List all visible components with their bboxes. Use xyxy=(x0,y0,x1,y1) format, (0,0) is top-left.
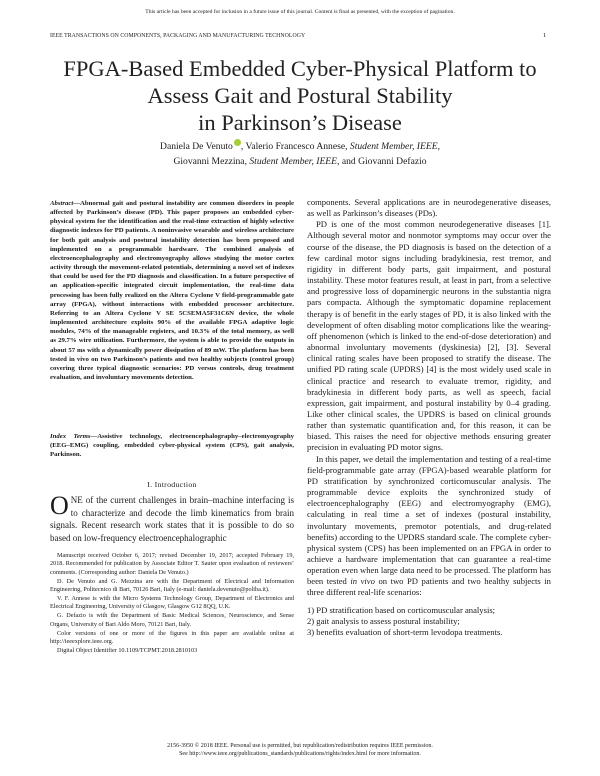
title-line: in Parkinson’s Disease xyxy=(198,110,402,135)
list-item: 3) benefits evaluation of short-term levodopa treatments. xyxy=(307,626,503,637)
body-text: on two PD patients and two healthy subjects in three different real-life scenarios: xyxy=(307,576,551,598)
rights-link[interactable]: See http://www.ieee.org/publications_standards/publications/rights/index.html for more information. xyxy=(179,751,421,757)
section-heading: I. Introduction xyxy=(147,480,197,489)
page-number: 1 xyxy=(543,32,547,39)
author-name: Daniela De Venuto xyxy=(160,141,233,152)
author-role: Student Member, IEEE xyxy=(249,155,338,167)
copyright-footer xyxy=(0,742,600,758)
intro-text: NE of the current challenges in brain–machine interfacing is to characterize and decode the limb kinematics from brain signals. Recent research work states that it is possible to do so based on low-frequency electroencephalographic xyxy=(50,495,294,543)
title-line: FPGA-Based Embedded Cyber-Physical Platform to xyxy=(63,56,537,81)
footnote: G. Defazio is with the Department of Basic Medical Sciences, Neuroscience, and Sense Organs, University of Bari Aldo Moro, 70121 Bari, Italy. xyxy=(50,612,294,628)
orcid-icon[interactable] xyxy=(234,139,241,146)
abstract xyxy=(50,199,294,382)
copyright-line: 2156-3950 © 2018 IEEE. Personal use is permitted, but republication/redistribution requires IEEE permission. xyxy=(167,743,433,749)
paper-title xyxy=(30,55,570,136)
body-paragraph: components. Several applications are in neurodegenerative diseases, as well as Parkinson’s diseases (PDs). xyxy=(307,197,551,219)
drop-cap: O xyxy=(50,491,69,520)
footnotes xyxy=(50,552,294,656)
scenario-list xyxy=(307,605,551,638)
author-name: , and Giovanni Defazio xyxy=(337,155,427,167)
author-name: Giovanni Mezzina, xyxy=(173,155,247,167)
running-head: IEEE TRANSACTIONS ON COMPONENTS, PACKAGING AND MANUFACTURING TECHNOLOGY xyxy=(50,33,306,39)
footnote: D. De Venuto and G. Mezzina are with the Department of Electrical and Information Engineering, Politecnico di Bari, 70126 Bari, Italy (e-mail: daniela.devenuto@poliba.it). xyxy=(50,577,294,594)
footnote: Color versions of one or more of the figures in this paper are available online at http://ieeexplore.ieee.org. xyxy=(50,629,294,646)
body-text: In this paper, we detail the implementation and testing of a real-time field-programmable gate array (FPGA)-based wearable platform for PD stratification by synchronized corticomuscular analysis. The programmable device exploits the synchronized study of electroencephalography (EEG) and electromyography (EMG), calculating in real time a set of indexes (postural instability, involuntary movements, premotor potentials, and drug-related benefits) according to the UPDRS standard scale. The complete cyber-physical system (CPS) has been implemented on an FPGA in order to achieve a hardware implementation that can guarantee a real-time operation even when large data need to be processed. The platform has been tested xyxy=(307,453,551,587)
abstract-text: —Abnormal gait and postural instability are common disorders in people affected by Parkinson’s disease (PD). This paper proposes an embedded cyber-physical system for the identification and the real-time extraction of highly selective diagnostic indexes for PD patients. A noninvasive wearable and wireless architecture for both gait analysis and postural instability detection has been proposed and implemented on a programmable hardware. The combined analysis of electroencephalography and electromyography allows studying the motor cortex activity through the movement-related potentials, determining a novel set of indexes that could be used for the PD diagnosis and classification. In a future perspective of an application-specific integrated circuit implementation, the real-time data processing has been fully realized on the Altera Cyclone V field-programmable gate array (FPGA), without interactions with embedded processor architecture. Referring to an Altera Cyclone V SE 5CSEMA5F31C6N device, the whole implemented architecture exploits 90% of the available FPGA adaptive logic modules, 74% of the manageable registers, and 10.3% of the total memory, as well as 29.7% wire utilization. Furthermore, the system is able to provide the outputs in about 57 ms with a dynamically power dissipation of 89 mW. The platform has been tested in vivo on two Parkinson’s patients and two healthy subjects (control group) covering three typical diagnostic scenarios: PD versus controls, drug treatment evaluation, and involuntary movements detection. xyxy=(50,200,294,381)
author-list: Daniela De Venuto , Valerio Francesco Annese, Student Member, IEEE, Giovanni Mezzina, Student Member, IEEE, and Giovanni Defazio xyxy=(160,141,440,167)
abstract-lead: Abstract xyxy=(50,200,74,207)
author-role: Student Member, IEEE xyxy=(349,141,438,152)
body-paragraph xyxy=(307,454,551,599)
body-paragraph: PD is one of the most common neurodegenerative diseases [1]. Although several motor and nonmotor symptoms may occur over the course of the disease, the PD diagnosis is based on the detection of a few cardinal motor signs including bradykinesia, rest tremor, and rigidity in different body parts, gait impairment, and postural instability. These motor features result, at least in part, from a selective and progressive loss of dopaminergic neurons in the substantia nigra pars compacta. Although the symptomatic dopamine replacement therapy is of benefit in the early stages of PD, it is also linked with the development of often disabling motor complications like the wearing-off phenomenon (which is linked to the end-of-dose deterioration) and abnormal involuntary movements (dyskinesia) [2], [3]. Several clinical rating scales have been proposed to stratify the disease. The unified PD rating scale (UPDRS) [4] is the most widely used scale in clinical practice and research to evaluate tremor, rigidity, and bradykinesia in different body parts, as well as speech, facial expression, gait impairment, and postural instability by 0–4 grading. Like other clinical scales, the UPDRS is based on clinical grounds rather than systematic quantification and, for this reason, it can be biased. This raises the need for objective methods ensuring greater precision in evaluating PD motor signs. xyxy=(307,219,551,453)
index-terms xyxy=(50,432,294,459)
intro-paragraph xyxy=(50,491,294,544)
footnote: Digital Object Identifier 10.1109/TCPMT.2018.2810103 xyxy=(57,646,198,654)
body-text-italic: in vivo xyxy=(350,576,375,587)
acceptance-notice: This article has been accepted for inclusion in a future issue of this journal. Content is final as presented, with the exception of pagination. xyxy=(145,9,455,15)
author-name: , Valerio Francesco Annese, xyxy=(240,141,348,152)
footnote: Manuscript received October 6, 2017; revised December 19, 2017; accepted February 19, 2018. Recommended for publication by Associate Editor T. Sauter upon evaluation of reviewers’ comments. (Corresponding author: Daniela De Venuto.) xyxy=(50,552,294,576)
title-line: Assess Gait and Postural Stability xyxy=(147,83,453,108)
index-terms-lead: Index Terms xyxy=(50,433,91,440)
list-item: 2) gait analysis to assess postural instability; xyxy=(307,615,460,626)
index-terms-text: —Assistive technology, electroencephalography–electromyography (EEG–EMG) coupling, embedded cyber-physical system (CPS), gait analysis, Parkinson. xyxy=(50,433,294,459)
right-column-body xyxy=(307,197,551,638)
footnote: V. F. Annese is with the Micro Systems Technology Group, Department of Electronics and Electrical Engineering, University of Glasgow, Glasgow G12 8QQ, U.K. xyxy=(50,595,294,611)
list-item: 1) PD stratification based on corticomuscular analysis; xyxy=(307,604,496,615)
